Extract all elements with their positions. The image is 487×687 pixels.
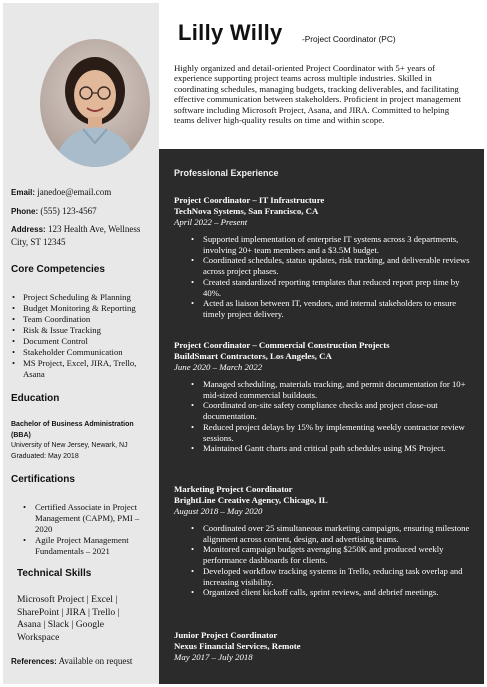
job-company: BuildSmart Contractors, Los Angeles, CA [174, 351, 332, 361]
list-item: • Agile Project Management Fundamentals – 2021 [11, 535, 153, 557]
job-dates: August 2018 – May 2020 [174, 506, 263, 516]
technical-skills-text: Microsoft Project | Excel | SharePoint | JIRA | Trello | Asana | Slack | Google Workspace [17, 594, 120, 643]
professional-summary: Highly organized and detail-oriented Project Coordinator with 5+ years of experience supporting project teams across multiple industries. Skilled in coordinating schedules, managing budgets, tracking deliverables, and facilitating effective communication between stakeholders. Proficient in project management software including Microsoft Project, Asana, and JIRA. Committed to helping teams deliver high-quality results on time and within scope. [174, 63, 462, 126]
list-item: • Created standardized reporting templates that reduced report prep time by 40%. [174, 277, 470, 298]
job-company: Nexus Financial Services, Remote [174, 641, 301, 651]
degree: Bachelor of Business Administration (BBA) [11, 421, 134, 439]
job-dates: April 2022 – Present [174, 217, 248, 227]
list-item: • Coordinated schedules, status updates, risk tracking, and deliverable reviews across project phases. [174, 255, 470, 276]
list-item: • Project Scheduling & Planning [11, 292, 153, 303]
list-item: • Monitored campaign budgets averaging $250K and produced weekly performance dashboards for clients. [174, 544, 470, 565]
person-portrait-icon [40, 39, 150, 167]
job-title: Project Coordinator – Commercial Construction Projects [174, 340, 390, 350]
job-title: Project Coordinator – IT Infrastructure [174, 195, 325, 205]
education-heading: Education [11, 393, 60, 404]
profile-photo [40, 39, 150, 167]
list-item: • Managed scheduling, materials tracking, and permit documentation for 10+ mid-sized commercial buildouts. [174, 379, 470, 400]
job-dates: June 2020 – March 2022 [174, 362, 263, 372]
job-entry [174, 195, 470, 320]
email-label: Email: [11, 188, 36, 197]
list-item: • Team Coordination [11, 314, 153, 325]
list-item: • Document Control [11, 336, 153, 347]
list-item: • Supported implementation of enterprise IT systems across 3 departments, involving 20+ team members and a $3.5M budget. [174, 234, 470, 255]
list-item: • Budget Monitoring & Reporting [11, 303, 153, 314]
address-value: 123 Health Ave, Wellness City, ST 12345 [11, 224, 141, 247]
list-item: • Risk & Issue Tracking [11, 325, 153, 336]
certifications-list [11, 502, 153, 557]
education-block [11, 420, 153, 462]
references-label: References: [11, 657, 57, 666]
technical-skills-heading: Technical Skills [17, 568, 92, 579]
list-item: • MS Project, Excel, JIRA, Trello, Asana [11, 358, 153, 380]
list-item: • Maintained Gantt charts and critical path schedules using MS Project. [174, 443, 470, 454]
phone-value: (555) 123-4567 [40, 206, 97, 216]
job-entry [174, 630, 470, 663]
core-competencies-list [11, 292, 153, 380]
address-line [11, 223, 153, 249]
job-entry [174, 340, 470, 454]
list-item: • Stakeholder Communication [11, 347, 153, 358]
job-title: Junior Project Coordinator [174, 630, 278, 640]
email-line [11, 186, 153, 199]
references-line [11, 655, 161, 668]
core-competencies-heading: Core Competencies [11, 264, 105, 275]
job-bullets [174, 523, 470, 598]
address-label: Address: [11, 225, 46, 234]
job-bullets [174, 234, 470, 320]
list-item: • Acted as liaison between IT, vendors, and internal stakeholders to ensure timely project delivery. [174, 298, 470, 319]
list-item: • Developed workflow tracking systems in Trello, reducing task overlap and increasing visibility. [174, 566, 470, 587]
candidate-name: Lilly Willy [178, 20, 283, 45]
graduation-date: Graduated: May 2018 [11, 452, 79, 460]
email-value[interactable]: janedoe@email.com [37, 187, 112, 197]
job-title: Marketing Project Coordinator [174, 484, 293, 494]
job-company: TechNova Systems, San Francisco, CA [174, 206, 319, 216]
job-bullets [174, 379, 470, 454]
list-item: • Reduced project delays by 15% by implementing weekly contractor review sessions. [174, 422, 470, 443]
references-value: Available on request [58, 656, 133, 666]
list-item: • Coordinated on-site safety compliance checks and project close-out documentation. [174, 400, 470, 421]
job-dates: May 2017 – July 2018 [174, 652, 253, 662]
job-company: BrightLine Creative Agency, Chicago, IL [174, 495, 328, 505]
job-title: -Project Coordinator (PC) [302, 34, 396, 44]
list-item: • Certified Associate in Project Management (CAPM), PMI – 2020 [11, 502, 153, 535]
school: University of New Jersey, Newark, NJ [11, 442, 128, 449]
list-item: • Organized client kickoff calls, sprint reviews, and debrief meetings. [174, 587, 470, 598]
experience-heading: Professional Experience [174, 168, 279, 178]
phone-label: Phone: [11, 207, 39, 216]
list-item: • Coordinated over 25 simultaneous marketing campaigns, ensuring milestone alignment across content, design, and advertising teams. [174, 523, 470, 544]
phone-line [11, 205, 153, 218]
job-entry [174, 484, 470, 598]
certifications-heading: Certifications [11, 474, 75, 485]
